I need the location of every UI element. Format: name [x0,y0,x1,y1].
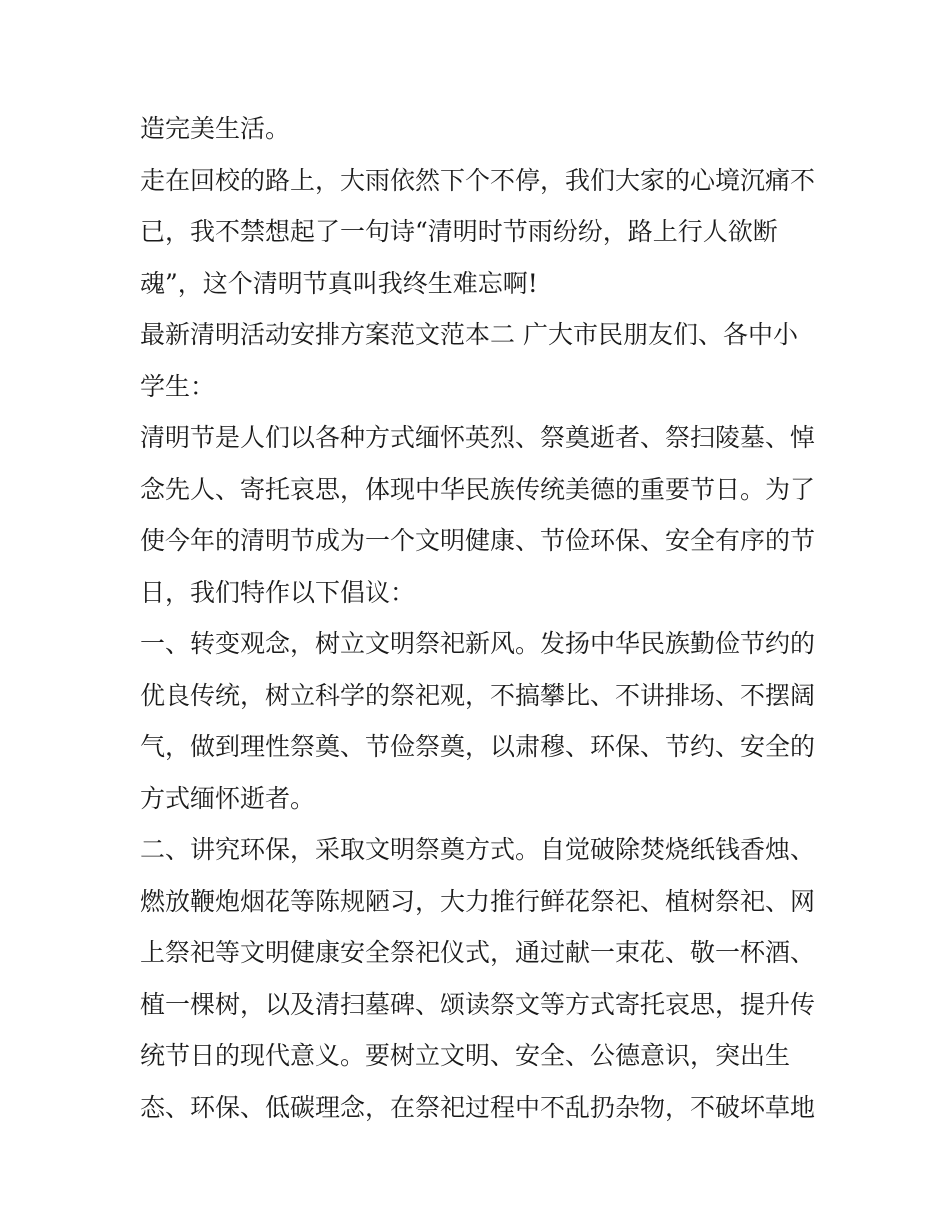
text-line: 态、环保、低碳理念，在祭祀过程中不乱扔杂物，不破坏草地 [140,1092,816,1122]
text-line: 植一棵树，以及清扫墓碑、颂读祭文等方式寄托哀思，提升传 [140,989,816,1019]
text-line: 魂”，这个清明节真叫我终生难忘啊! [140,268,538,298]
text-line: 统节日的现代意义。要树立文明、安全、公德意识，突出生 [140,1041,791,1070]
text-line: 念先人、寄托哀思，体现中华民族传统美德的重要节日。为了 [140,474,816,504]
text-line: 走在回校的路上，大雨依然下个不停，我们大家的心境沉痛不 [140,165,816,195]
text-line: 使今年的清明节成为一个文明健康、节俭环保、安全有序的节 [140,526,816,555]
text-line: 燃放鞭炮烟花等陈规陋习，大力推行鲜花祭祀、植树祭祀、网 [140,886,816,916]
text-line: 造完美生活。 [140,114,291,143]
text-line: 一、转变观念，树立文明祭祀新风。发扬中华民族勤俭节约的 [140,629,816,658]
document-body [140,103,820,1133]
text-line: 清明节是人们以各种方式缅怀英烈、祭奠逝者、祭扫陵墓、悼 [140,423,816,452]
text-line: 气，做到理性祭奠、节俭祭奠，以肃穆、环保、节约、安全的 [140,732,816,761]
text-line: 优良传统，树立科学的祭祀观，不搞攀比、不讲排场、不摆阔 [140,680,816,710]
text-line: 上祭祀等文明健康安全祭祀仪式，通过献一束花、敬一杯酒、 [140,938,816,967]
text-line: 方式缅怀逝者。 [140,783,316,813]
text-line: 二、讲究环保，采取文明祭奠方式。自觉破除焚烧纸钱香烛、 [140,835,816,864]
text-line: 最新清明活动安排方案范文范本二 广大市民朋友们、各中小 [140,320,798,349]
text-line: 日，我们特作以下倡议： [140,577,416,607]
text-line: 已，我不禁想起了一句诗“清明时节雨纷纷，路上行人欲断 [140,217,778,246]
text-line: 学生： [140,371,216,401]
